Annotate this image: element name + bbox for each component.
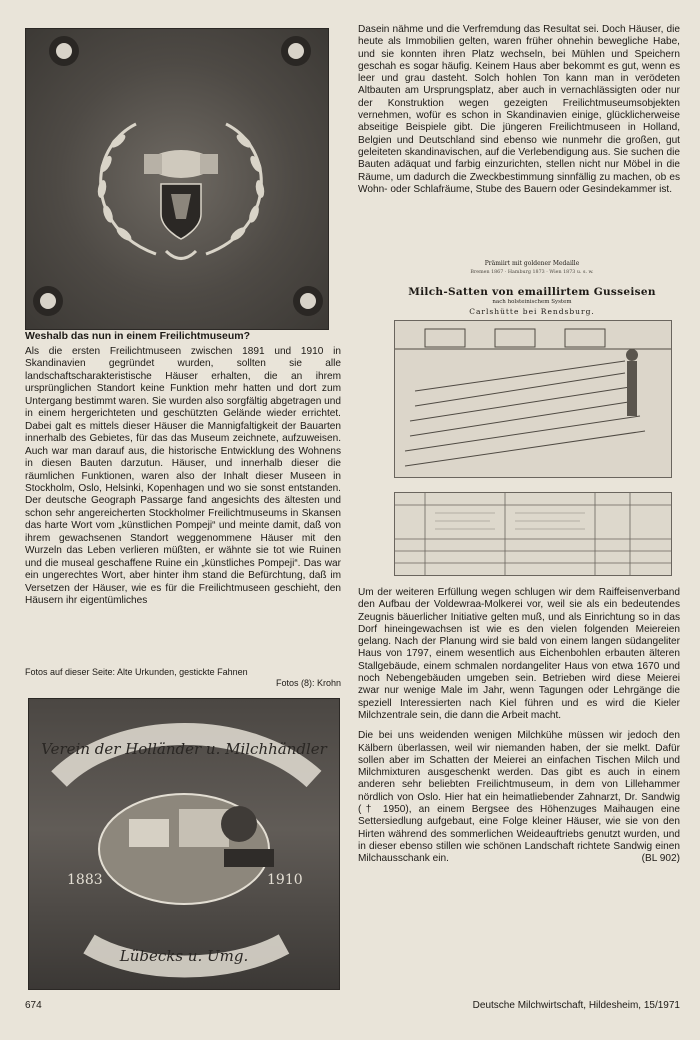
historic-advertisement [394, 260, 670, 583]
ad-award-line: Prämiirt mit goldener Medaille [484, 260, 580, 267]
article-signature: (BL 902) [641, 853, 680, 865]
ad-price-table [394, 492, 672, 576]
banner-text: Verein der Holländer u. Milchhändler [41, 740, 327, 758]
ad-place: Carlshütte bei Rendsburg. [469, 307, 595, 316]
embroidered-flag-illustration [26, 29, 328, 329]
paragraph-milchkuehe [358, 730, 680, 865]
right-column-text-bottom [358, 587, 680, 874]
banner-year-left: 1883 [67, 872, 103, 888]
dairy-room-engraving [395, 321, 671, 477]
price-table-lines [395, 493, 671, 575]
left-column-text: Als die ersten Freilichtmuseen zwischen 1891 und 1910 in Skandinavien gegründet wurden, sollten sie alle landschaftscharakteristische Häuser erhalten, die an ihrem ursprünglichen Standort keine Funktion mehr hatten und dort zum Untergang bestimmt waren. Sie wurden also sorgfältig abgetragen und in einem hergerichteten und geschützten Gelände wieder errichtet. Dabei galt es mittels dieser Häuser die Mannigfaltigkeit der Bauarten innerhalb des Gebietes, für das das Museum zeichnete, aufzuweisen. Auch war man darauf aus, die historische Entwicklung des Wohnens in diesen Bauten darzutun. Häuser, und innerhalb dieser die räumlichen Funktionen, waren also der Inhalt dieser Museen in Stockholm, Oslo, Helsinki, Kopenhagen und wo sie sonst entstanden. Der deutsche Geograph Passarge fand angesichts des ältesten und schon sehr angereicherten Stockholmer Freilichtmuseums in Skansen das harte Wort vom „künstlichen Pompeji“ und meinte damit, daß von ihrem gewachsenen Standort weggenommene Häuser mit den Wurzeln das Leben verlieren müßten, er wähnte sie tot wie Ruinen und die museal geschaffene Ruine ein „künstliches Pompeji“. Das war ein ungerechtes Wort, aber hinter ihm stand die Befürchtung, daß im Versetzen der Häuser, wie es für die Freilichtmuseen geschieht, den Häusern ihr eigentümliches [25, 346, 341, 607]
photo-caption [25, 667, 341, 689]
ad-exhibitions-line: Bremen 1867 · Hamburg 1873 · Wien 1873 u. s. w. [470, 270, 594, 275]
banner-illustration [29, 699, 339, 989]
banner-year-right: 1910 [267, 872, 303, 888]
photo-credit: Fotos (8): Krohn [275, 678, 341, 688]
ad-title: Milch-Satten von emaillirtem Gusseisen [408, 286, 656, 298]
flag-photo-top [25, 28, 329, 330]
banner-city: Lübecks u. Umg. [119, 947, 249, 965]
right-column-text-top: Dasein nähme und die Verfremdung das Resultat sei. Doch Häuser, die heute als Immobilien gelten, waren früher ohnehin bewegliche Habe, und sie konnten ihren Platz wechseln, bei Mühlen und Speichern geschah es sogar häufig. Keinem Haus aber bekommt es gut, wenn es leer und grau dasteht. Solch hohlen Ton kann man in verödeten Altbauten am Ursprungsplatz, aber auch in vernachlässigten oder nur der Konstruktion wegen gezeigten Freilichtmuseumsobjekten vernehmen, wofür es schon in Skandinavien einige, glücklicherweise abseitige Beispiele gibt. Die jüngeren Freilichtmuseen in Holland, Belgien und Deutschland sind ebenso wie nunmehr die großen, gut geleiteten skandinavischen, auf die Verlebendigung aus. Sie suchen die Bauten adäquat und farbig einzurichten, stellen nicht nur Möbel in die Räume, um dadurch die Zweckbestimmung sinnfällig zu machen, ob es Wohn- oder Schlafräume, Stube des Bauern oder Gesindekammer ist. [358, 24, 680, 195]
ad-subtitle: nach holsteinischem System [492, 299, 572, 305]
page-number: 674 [25, 1000, 42, 1011]
flag-photo-bottom [28, 698, 340, 990]
section-heading: Weshalb das nun in einem Freilichtmuseum? [25, 330, 251, 342]
paragraph-milchkuehe-text: Die bei uns weidenden wenigen Milchkühe müssen wir jedoch den Kälbern überlassen, weil wir niemanden haben, der sie melkt. Dafür sollen aber im Schatten der Meierei an einfachen Tischen Milch und Milchmixturen ausgeschenkt werden. Das gibt es auch in einem anderen sehr beliebten Freilichtmuseum, in dem von Lillehammer nördlich von Oslo. Hier hat ein heimatliebender Zahnarzt, Dr. Sandwig († 1950), an einem Bergsee des Höhenzuges Maihaugen eine Settersiedlung aufgebaut, eine Folge kleiner Häuser, wie sie von den Hirten während des sommerlichen Weideauftriebs genutzt wurden, und in dieser ebenso stillen wie schönen Landschaft richtete Sandwig einen Milchausschank ein. [358, 730, 680, 865]
publication-source: Deutsche Milchwirtschaft, Hildesheim, 15/1971 [472, 1000, 680, 1011]
paragraph-molkerei: Um der weiteren Erfüllung wegen schlugen wir dem Raiffeisenverband den Aufbau der Voldewraa-Molkerei vor, weil sie als ein bedeutendes Zeugnis bäuerlicher Initiative gelten muß, und als Einrichtung so in das Dorf hineingewachsen ist wie es den vielen folgenden Meiereien gelang. Nach der Planung wird sie bald von einem langen südangeliter Haus von 1797, einem wesentlich aus Eichenbohlen erbauten älteren Stallgebäude, einem schmalen nordangeliter Haus von etwa 1670 und noch Nebengebäuden umgeben sein. Betrieben wird diese Meierei zwar nur wenige Male im Jahr, wenn Tagungen oder Lehrgänge die speziell Interessierten nach Kiel führen und es wird die Kieler Milchzentrale sein, die dann die Arbeit macht. [358, 587, 680, 721]
ad-engraving [394, 320, 672, 478]
caption-text: Fotos auf dieser Seite: Alte Urkunden, gestickte Fahnen [25, 667, 248, 677]
